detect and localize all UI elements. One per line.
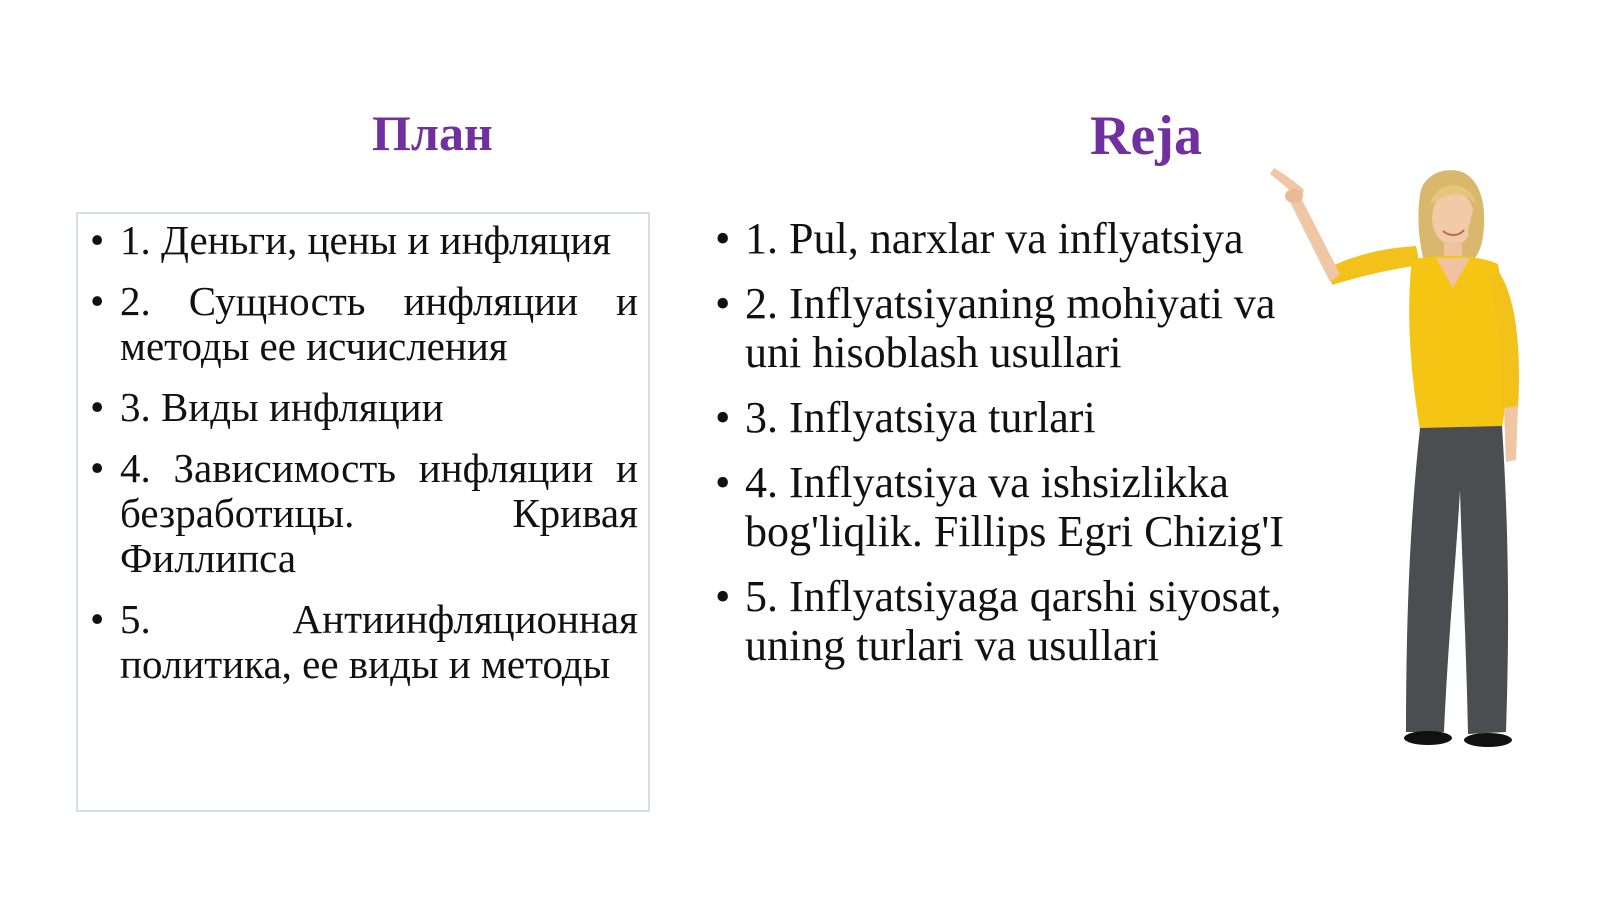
bullet-icon: •	[715, 279, 731, 328]
list-item	[715, 458, 1295, 556]
list-item	[715, 279, 1295, 377]
list-item	[90, 597, 638, 687]
bullet-icon: •	[90, 384, 105, 430]
list-item-text: 3. Виды инфляции	[120, 384, 444, 430]
list-item	[715, 393, 1295, 442]
bullet-icon: •	[715, 214, 731, 263]
list-item-text: 3. Inflyatsiya turlari	[745, 393, 1096, 442]
uzbek-plan-title: Reja	[1090, 105, 1202, 167]
bullet-icon: •	[90, 217, 105, 263]
list-item	[715, 572, 1295, 670]
bullet-icon: •	[715, 458, 731, 507]
bullet-icon: •	[90, 445, 105, 491]
uzbek-plan-list	[715, 214, 1295, 686]
russian-plan-title: План	[372, 105, 493, 161]
list-item-text: 5. Inflyatsiyaga qarshi siyosat, uning turlari va usullari	[745, 572, 1282, 670]
presenter-illustration	[1270, 160, 1560, 780]
list-item	[90, 385, 638, 430]
list-item	[90, 279, 638, 369]
list-item-text: 2. Сущность инфляции и методы ее исчисления	[120, 278, 638, 369]
list-item-text: 1. Деньги, цены и инфляция	[120, 217, 612, 263]
list-item-text: 5. Антиинфляционная политика, ее виды и методы	[120, 596, 638, 687]
bullet-icon: •	[90, 596, 105, 642]
list-item-text: 4. Inflyatsiya va ishsizlikka bog'liqlik. Fillips Egri Chizig'I	[745, 458, 1284, 556]
list-item	[715, 214, 1295, 263]
list-item	[90, 218, 638, 263]
list-item-text: 1. Pul, narxlar va inflyatsiya	[745, 214, 1244, 263]
bullet-icon: •	[715, 572, 731, 621]
list-item	[90, 446, 638, 581]
bullet-icon: •	[715, 393, 731, 442]
russian-plan-box	[76, 212, 650, 812]
russian-plan-list	[90, 218, 638, 703]
list-item-text: 2. Inflyatsiyaning mohiyati va uni hisoblash usullari	[745, 279, 1276, 377]
list-item-text: 4. Зависимость инфляции и безработицы. Кривая Филлипса	[120, 445, 638, 581]
bullet-icon: •	[90, 278, 105, 324]
